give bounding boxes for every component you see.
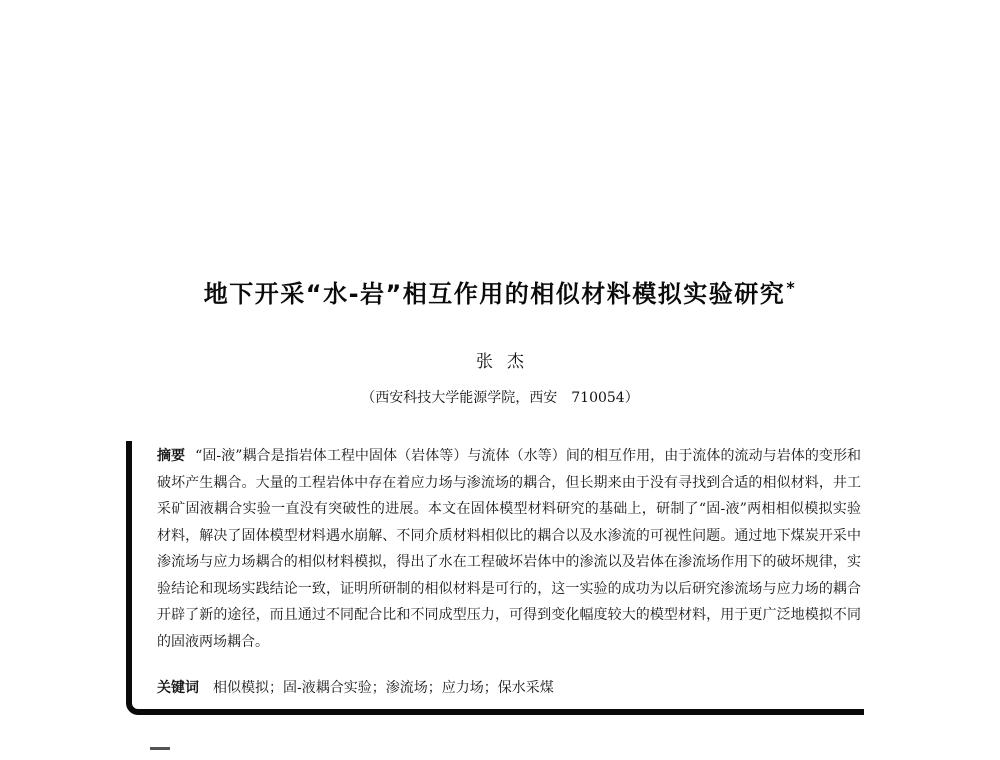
abstract-label: 摘要 — [157, 448, 186, 464]
title-footnote-mark: * — [786, 278, 797, 297]
keywords-block — [157, 677, 861, 697]
keywords-label: 关键词 — [157, 680, 199, 696]
next-section-fragment — [150, 747, 170, 750]
paper-title-text: 地下开采“水-岩”相互作用的相似材料模拟实验研究 — [203, 280, 786, 308]
author-name: 张杰 — [476, 352, 538, 372]
abstract-block — [157, 443, 861, 655]
paper-title — [0, 274, 1000, 309]
abstract-body: “固-液”耦合是指岩体工程中固体（岩体等）与流体（水等）间的相互作用，由于流体的流动与岩体的变形和破坏产生耦合。大量的工程岩体中存在着应力场与渗流场的耦合，但长期来由于没有寻找到合适的相似材料，井工采矿固液耦合实验一直没有突破性的进展。本文在固体模型材料研究的基础上，研制了“固-液”两相相似模拟实验材料，解决了固体模型材料遇水崩解、不同介质材料相似比的耦合以及水渗流的可视性问题。通过地下煤炭开采中渗流场与应力场耦合的相似材料模拟，得出了水在工程破坏岩体中的渗流以及岩体在渗流场作用下的破坏规律，实验结论和现场实践结论一致，证明所研制的相似材料是可行的，这一实验的成功为以后研究渗流场与应力场的耦合开辟了新的途径，而且通过不同配合比和不同成型压力，可得到变化幅度较大的模型材料，用于更广泛地模拟不同的固液两场耦合。 — [157, 448, 862, 650]
keywords-text: 相似模拟；固-液耦合实验；渗流场；应力场；保水采煤 — [213, 680, 554, 696]
author-affiliation: （西安科技大学能源学院，西安 710054） — [361, 390, 639, 406]
